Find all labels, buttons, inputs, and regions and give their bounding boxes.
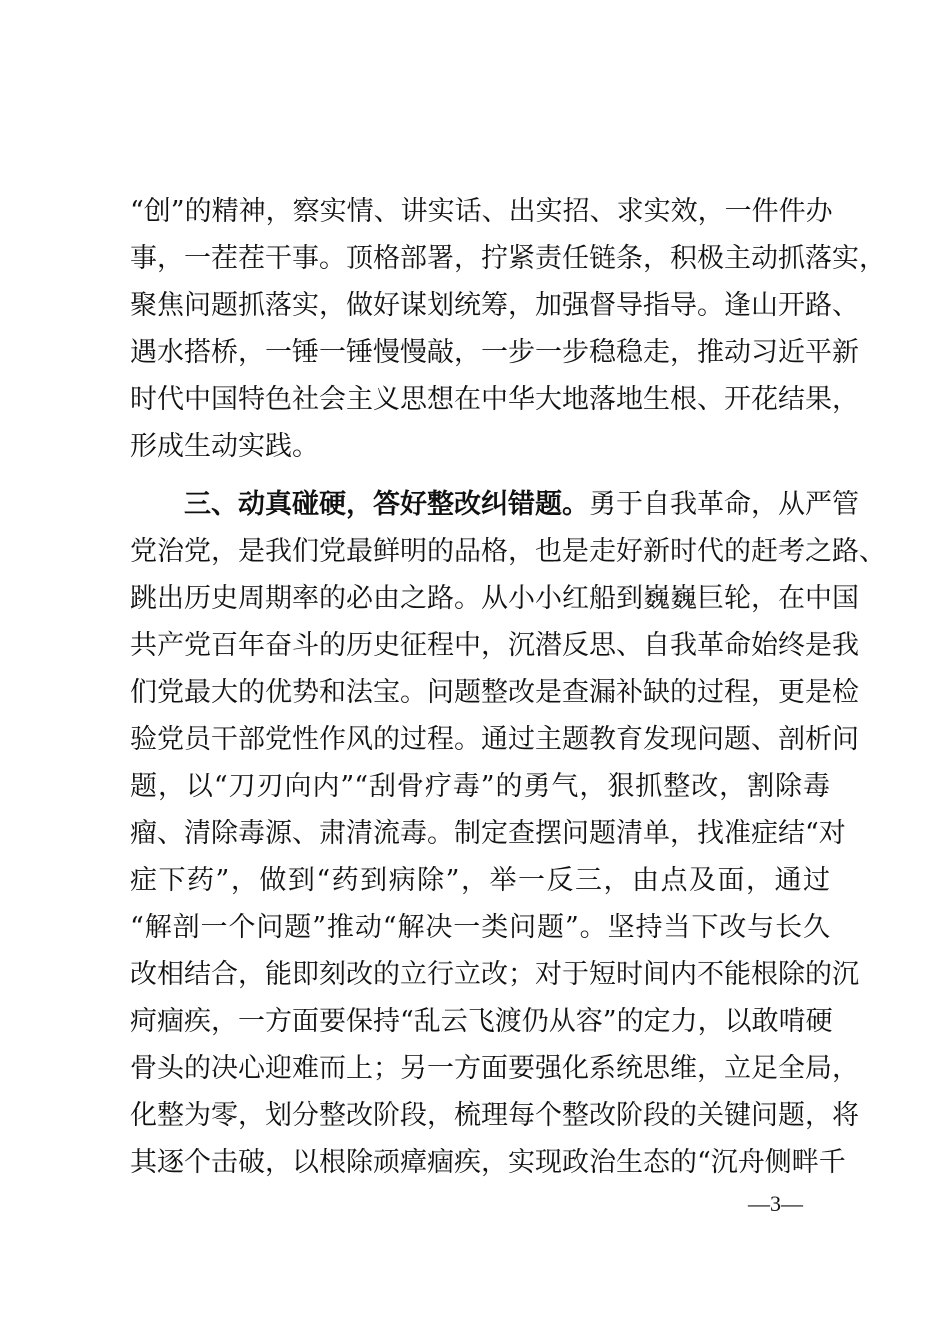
text-line: 事，一茬茬干事。顶格部署，拧紧责任链条，积极主动抓落实， (130, 243, 886, 274)
text-line: 跳出历史周期率的必由之路。从小小红船到巍巍巨轮，在中国 (130, 583, 859, 614)
text-line: 其逐个击破，以根除顽瘴痼疾，实现政治生态的“沉舟侧畔千 (130, 1147, 846, 1178)
text-line: “解剖一个问题”推动“解决一类问题”。坚持当下改与长久 (130, 912, 830, 943)
section-three-paragraph (130, 481, 886, 1186)
text-line: 瘤、清除毒源、肃清流毒。制定查摆问题清单，找准症结“对 (130, 818, 846, 849)
body-text (130, 188, 886, 1186)
text-line: 遇水搭桥，一锤一锤慢慢敲，一步一步稳稳走，推动习近平新 (130, 337, 859, 368)
text-line: 形成生动实践。 (130, 431, 319, 462)
paragraph-continuation (130, 188, 886, 470)
text-line: 党治党，是我们党最鲜明的品格，也是走好新时代的赶考之路、 (130, 536, 886, 567)
text-line: 疴痼疾，一方面要保持“乱云飞渡仍从容”的定力，以敢啃硬 (130, 1006, 833, 1037)
text-line: 改相结合，能即刻改的立行立改；对于短时间内不能根除的沉 (130, 959, 859, 990)
text-line: 们党最大的优势和法宝。问题整改是查漏补缺的过程，更是检 (130, 677, 859, 708)
text-line: 共产党百年奋斗的历史征程中，沉潜反思、自我革命始终是我 (130, 630, 859, 661)
text-line: 验党员干部党性作风的过程。通过主题教育发现问题、剖析问 (130, 724, 859, 755)
text-line: 聚焦问题抓落实，做好谋划统筹，加强督导指导。逢山开路、 (130, 290, 859, 321)
text-line: 化整为零，划分整改阶段，梳理每个整改阶段的关键问题，将 (130, 1100, 859, 1131)
text-line: “创”的精神，察实情、讲实话、出实招、求实效，一件件办 (130, 196, 833, 227)
text-line: 骨头的决心迎难而上；另一方面要强化系统思维，立足全局， (130, 1053, 859, 1084)
heading-line-text: 勇于自我革命，从严管 (589, 489, 859, 520)
text-line: 症下药”，做到“药到病除”，举一反三，由点及面，通过 (130, 865, 830, 896)
section-heading-line (130, 481, 859, 528)
text-line: 题，以“刀刃向内”“刮骨疗毒”的勇气，狠抓整改，割除毒 (130, 771, 830, 802)
page-number: —3— (748, 1191, 803, 1216)
text-line: 时代中国特色社会主义思想在中华大地落地生根、开花结果， (130, 384, 859, 415)
section-heading: 三、动真碰硬，答好整改纠错题。 (184, 489, 589, 520)
